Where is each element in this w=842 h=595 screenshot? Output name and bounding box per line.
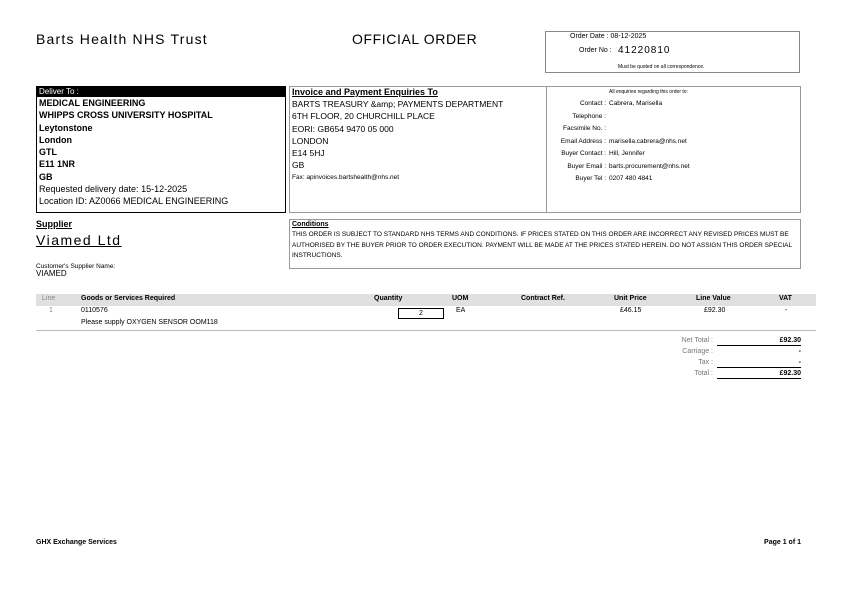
telephone-row [547,113,800,125]
row-item-code: 0110576 [81,307,108,314]
buyer-tel-label: Buyer Tel : [575,175,606,182]
deliver-line: Leytonstone [39,122,93,133]
email-value: marisella.cabrera@nhs.net [609,137,687,145]
buyer-contact-row [547,150,800,162]
deliver-line: GTL [39,147,57,158]
row-vat: - [785,307,788,314]
deliver-to-address [37,97,285,208]
deliver-line: WHIPPS CROSS UNIVERSITY HOSPITAL [39,110,213,121]
invoice-line: 6TH FLOOR, 20 CHURCHILL PLACE [292,111,435,122]
col-unit-price: Unit Price [614,295,647,302]
net-total-label: Net Total : [681,337,713,344]
deliver-line: MEDICAL ENGINEERING [39,98,146,108]
order-number-note: Must be quoted on all correspondence. [618,64,705,70]
total-value: £92.30 [717,369,801,379]
row-line-value: £92.30 [704,307,726,314]
row-line-number: 1 [49,307,53,314]
buyer-contact-value: Hill, Jennifer [609,150,645,157]
facsimile-row [547,125,800,137]
organisation-name: Barts Health NHS Trust [36,31,208,47]
conditions-heading: Conditions [292,221,329,228]
carriage-value: - [798,348,801,355]
email-label: Email Address : [560,137,606,145]
row-unit-price: £46.15 [620,307,642,314]
conditions-text: THIS ORDER IS SUBJECT TO STANDARD NHS TERMS AND CONDITIONS. IF PRICES STATED ON THIS ORDER ARE INCORRECT ANY REVISED PRICES MUST BE AUTHORISED BY THE BUYER PRIOR TO ORDER EXECUTION. PAYMENT WILL BE MADE AT THE PRICES STATED HEREIN. DO NOT ASSIGN THIS ORDER SPECIAL INSTRUCTIONS. [292,231,792,259]
conditions-box [289,219,801,269]
order-number: 41220810 [618,45,671,56]
supplier-name: Viamed Ltd [36,232,122,248]
invoice-address [292,98,544,172]
deliver-line: GB [39,171,53,182]
order-date: Order Date : 08-12-2025 [570,33,647,40]
col-quantity: Quantity [374,295,403,302]
buyer-email-row [547,163,800,175]
col-contract-ref: Contract Ref. [521,295,565,302]
facsimile-label: Facsimile No. : [563,125,606,132]
row-uom: EA [456,307,466,314]
tax-label: Tax : [698,359,713,366]
deliver-line: London [39,134,72,145]
contact-label: Contact : [579,100,606,107]
page-number: Page 1 of 1 [764,539,801,546]
supplier-heading: Supplier [36,219,73,229]
document-title: OFFICIAL ORDER [352,31,478,47]
contacts-box [546,86,801,213]
buyer-email-value: barts.procurement@nhs.net [609,162,690,170]
order-number-label: Order No : [579,47,612,54]
footer-provider: GHX Exchange Services [36,539,117,546]
row-description: Please supply OXYGEN SENSOR OOM118 [81,319,218,326]
buyer-tel-row [547,175,800,187]
invoice-line: EORI: GB654 9470 05 000 [292,123,394,134]
invoice-line: GB [292,160,305,171]
deliver-to-heading: Deliver To : [37,87,285,97]
invoice-enquiries-box [289,86,546,213]
deliver-to-box [36,86,286,213]
email-row [547,138,800,150]
buyer-email-label: Buyer Email : [567,162,606,170]
invoice-line: E14 5HJ [292,148,325,159]
location-id: Location ID: AZ0066 MEDICAL ENGINEERING [39,196,229,207]
customer-supplier-name: VIAMED [36,269,67,278]
col-uom: UOM [452,295,469,302]
order-table-header [36,294,816,306]
col-vat: VAT [779,295,792,302]
tax-value: - [717,358,801,368]
contact-value: Cabrera, Marisella [609,100,663,107]
col-line-value: Line Value [696,295,731,302]
customer-supplier-name-label: Customer's Supplier Name: [36,263,116,270]
carriage-label: Carriage : [682,348,713,355]
net-total-value: £92.30 [717,336,801,346]
telephone-label: Telephone : [572,112,606,120]
total-label: Total : [694,370,713,377]
col-goods: Goods or Services Required [81,295,176,302]
invoice-fax: Fax: apinvoices.bartshealth@nhs.net [292,173,400,181]
contact-row [547,100,800,112]
contacts-note: All enquiries regarding this order to: [609,89,688,95]
row-quantity: 2 [398,308,444,319]
deliver-line: E11 1NR [39,159,76,170]
col-line: Line [42,295,56,302]
invoice-heading: Invoice and Payment Enquiries To [292,87,438,97]
invoice-line: LONDON [292,135,329,146]
buyer-contact-label: Buyer Contact : [561,150,606,157]
table-row [36,306,816,331]
requested-delivery-date: Requested delivery date: 15-12-2025 [39,184,188,195]
buyer-tel-value: 0207 480 4841 [609,175,653,182]
invoice-line: BARTS TREASURY &amp; PAYMENTS DEPARTMENT [292,99,504,109]
